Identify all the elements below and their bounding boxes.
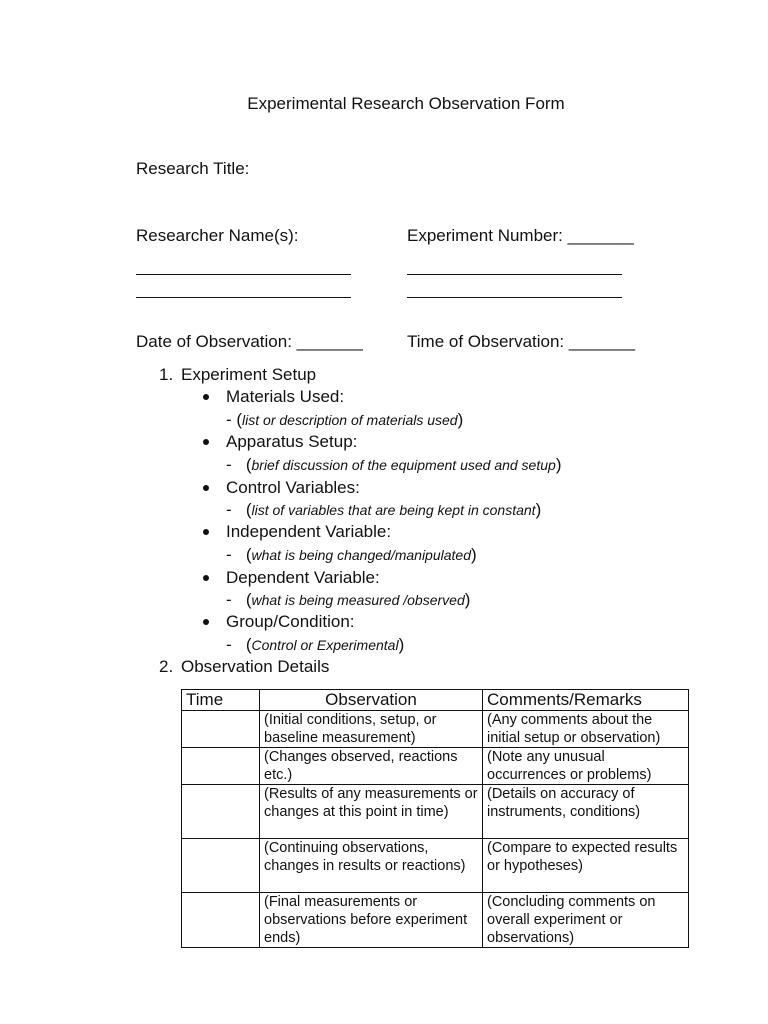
column-header-time: Time — [182, 690, 260, 711]
observation-cell: (Results of any measurements or changes at this point in time) — [260, 785, 483, 839]
dependent-variable-label: Dependent Variable: — [226, 568, 380, 587]
bullet-dot-icon — [203, 394, 209, 400]
comments-cell: (Any comments about the initial setup or observation) — [483, 711, 689, 748]
observation-cell: (Continuing observations, changes in results or reactions) — [260, 839, 483, 893]
comments-cell: (Note any unusual occurrences or problems) — [483, 748, 689, 785]
section-title-observation: Observation Details — [181, 657, 330, 676]
control-variables-label: Control Variables: — [226, 478, 360, 497]
section-number-observation: 2. — [159, 657, 174, 676]
bullet-dot-icon — [203, 619, 209, 625]
table-header-row — [182, 690, 689, 711]
table-row — [182, 748, 689, 785]
researcher-names-label: Researcher Name(s): — [136, 226, 299, 245]
time-cell[interactable] — [182, 893, 260, 948]
bullet-dot-icon — [203, 529, 209, 535]
table-row — [182, 893, 689, 948]
dependent-variable-hint: - (what is being measured /observed) — [226, 590, 471, 609]
time-of-observation-label: Time of Observation: _______ — [407, 332, 636, 351]
section-title-setup: Experiment Setup — [181, 365, 317, 384]
materials-used-label: Materials Used: — [226, 387, 345, 406]
observation-table — [181, 689, 689, 948]
researcher-name-line-3[interactable] — [136, 297, 351, 298]
bullet-dot-icon — [203, 439, 209, 445]
apparatus-setup-label: Apparatus Setup: — [226, 432, 358, 451]
researcher-name-line-4[interactable] — [407, 297, 622, 298]
column-header-observation: Observation — [260, 690, 483, 711]
control-variables-hint: - (list of variables that are being kept in constant) — [226, 500, 542, 519]
time-cell[interactable] — [182, 748, 260, 785]
table-row — [182, 711, 689, 748]
time-cell[interactable] — [182, 711, 260, 748]
time-cell[interactable] — [182, 839, 260, 893]
comments-cell: (Details on accuracy of instruments, conditions) — [483, 785, 689, 839]
research-title-label: Research Title: — [136, 159, 250, 178]
time-cell[interactable] — [182, 785, 260, 839]
comments-cell: (Compare to expected results or hypotheses) — [483, 839, 689, 893]
bullet-dot-icon — [203, 575, 209, 581]
experiment-number-label: Experiment Number: _______ — [407, 226, 634, 245]
date-of-observation-label: Date of Observation: _______ — [136, 332, 363, 351]
observation-cell: (Changes observed, reactions etc.) — [260, 748, 483, 785]
group-condition-hint: - (Control or Experimental) — [226, 635, 405, 654]
group-condition-label: Group/Condition: — [226, 612, 355, 631]
observation-cell: (Initial conditions, setup, or baseline measurement) — [260, 711, 483, 748]
materials-used-hint: - (list or description of materials used) — [226, 410, 464, 429]
page-title: Experimental Research Observation Form — [247, 94, 565, 113]
apparatus-setup-hint: - (brief discussion of the equipment used and setup) — [226, 455, 562, 474]
researcher-name-line-2[interactable] — [407, 274, 622, 275]
observation-cell: (Final measurements or observations before experiment ends) — [260, 893, 483, 948]
table-row — [182, 839, 689, 893]
independent-variable-label: Independent Variable: — [226, 522, 392, 541]
researcher-name-line-1[interactable] — [136, 274, 351, 275]
column-header-comments: Comments/Remarks — [483, 690, 689, 711]
table-row — [182, 785, 689, 839]
comments-cell: (Concluding comments on overall experiment or observations) — [483, 893, 689, 948]
bullet-dot-icon — [203, 485, 209, 491]
independent-variable-hint: - (what is being changed/manipulated) — [226, 545, 477, 564]
section-number-setup: 1. — [159, 365, 174, 384]
